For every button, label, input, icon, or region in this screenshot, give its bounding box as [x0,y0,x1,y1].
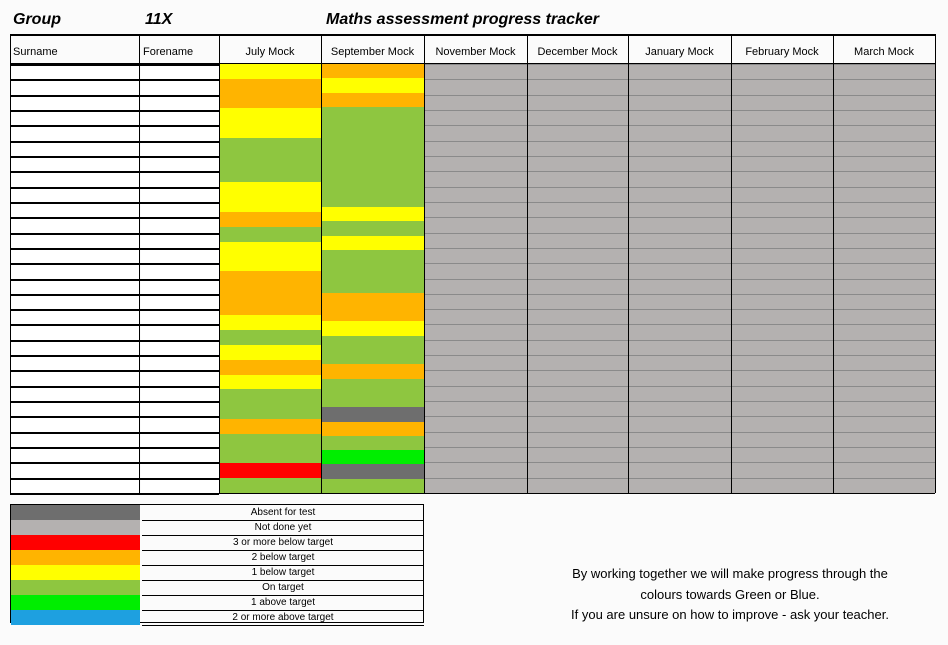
july-result-cell[interactable] [220,449,321,464]
column-rule [424,34,425,493]
row-rule [425,233,935,234]
july-result-cell[interactable] [220,168,321,183]
column-rule [139,34,140,493]
column-rule [219,34,220,493]
july-result-cell[interactable] [220,315,321,330]
row-rule [425,125,935,126]
message-line-2: colours towards Green or Blue. [640,587,820,602]
july-result-cell[interactable] [220,79,321,94]
legend-swatch-one-above [11,595,140,610]
row-rule [10,171,219,173]
header-top-rule [10,34,935,36]
july-result-cell[interactable] [220,434,321,449]
row-rule [425,340,935,341]
september-result-cell[interactable] [322,221,424,236]
row-rule [10,493,219,495]
row-rule [10,355,219,357]
column-rule [10,34,11,493]
legend-swatch-two-above [11,610,140,625]
row-rule [425,432,935,433]
september-result-cell[interactable] [322,236,424,251]
row-rule [10,95,219,97]
surname-column [10,64,139,493]
column-header-forename[interactable]: Forename [143,46,194,58]
not-done-area [425,64,935,493]
row-rule [10,110,219,112]
september-result-cell[interactable] [322,393,424,408]
row-rule [10,309,219,311]
legend-label-one-above: 1 above target [142,595,424,611]
september-result-cell[interactable] [322,450,424,465]
row-rule [10,447,219,449]
row-rule [10,386,219,388]
message-line-3: If you are unsure on how to improve - ask your teacher. [571,607,889,622]
legend-label-two-below: 2 below target [142,550,424,566]
row-rule [425,294,935,295]
column-header-january-mock[interactable]: January Mock [645,46,714,58]
row-rule [425,447,935,448]
september-result-cell[interactable] [322,250,424,265]
september-result-cell[interactable] [322,178,424,193]
row-rule [10,401,219,403]
july-result-cell[interactable] [220,478,321,493]
row-rule [10,248,219,250]
july-result-cell[interactable] [220,242,321,257]
column-header-december-mock[interactable]: December Mock [537,46,618,58]
row-rule [425,248,935,249]
group-value: 11X [145,11,173,28]
july-result-cell[interactable] [220,212,321,227]
column-header-february-mock[interactable]: February Mock [745,46,819,58]
legend-swatch-three-below [11,535,140,550]
column-rule [935,34,936,493]
row-rule [10,125,219,127]
legend-label-not-done: Not done yet [142,520,424,536]
row-rule [425,416,935,417]
july-result-cell[interactable] [220,94,321,109]
column-rule [527,34,528,493]
july-result-cell[interactable] [220,197,321,212]
legend-label-two-above: 2 or more above target [142,610,424,626]
july-result-cell[interactable] [220,153,321,168]
september-result-cell[interactable] [322,193,424,208]
july-result-cell[interactable] [220,419,321,434]
row-rule [10,141,219,143]
column-header-march-mock[interactable]: March Mock [854,46,914,58]
row-rule [10,217,219,219]
september-result-cell[interactable] [322,293,424,308]
row-rule [425,462,935,463]
page-title: Maths assessment progress tracker [326,11,600,28]
legend-swatch-not-done [11,520,140,535]
row-rule [10,416,219,418]
row-rule [425,202,935,203]
legend-label-on-target: On target [142,580,424,596]
row-rule [425,493,935,494]
july-result-cell[interactable] [220,271,321,286]
july-result-cell[interactable] [220,404,321,419]
september-result-cell[interactable] [322,150,424,165]
column-header-surname[interactable]: Surname [13,46,58,58]
september-result-cell[interactable] [322,321,424,336]
row-rule [425,386,935,387]
september-result-cell[interactable] [322,107,424,122]
row-rule [10,340,219,342]
column-header-september-mock[interactable]: September Mock [330,46,415,58]
legend-swatch-two-below [11,550,140,565]
september-result-cell[interactable] [322,422,424,437]
september-result-cell[interactable] [322,379,424,394]
september-result-cell[interactable] [322,307,424,322]
column-rule [833,34,834,493]
september-result-cell[interactable] [322,336,424,351]
row-rule [10,478,219,480]
september-result-cell[interactable] [322,264,424,279]
september-result-cell[interactable] [322,436,424,451]
row-rule [10,324,219,326]
row-rule [425,355,935,356]
july-result-cell[interactable] [220,389,321,404]
row-rule [10,187,219,189]
row-rule [425,217,935,218]
row-rule [10,263,219,265]
legend-label-one-below: 1 below target [142,565,424,581]
september-result-cell[interactable] [322,164,424,179]
legend-swatch-one-below [11,565,140,580]
row-rule [425,79,935,80]
september-result-cell[interactable] [322,279,424,294]
july-result-cell[interactable] [220,256,321,271]
legend-swatch-on-target [11,580,140,595]
september-result-cell[interactable] [322,78,424,93]
row-rule [425,171,935,172]
row-rule [10,156,219,158]
row-rule [425,478,935,479]
row-rule [425,110,935,111]
september-result-cell[interactable] [322,136,424,151]
column-rule [628,34,629,493]
column-rule [321,34,322,493]
september-result-cell[interactable] [322,464,424,479]
july-result-cell[interactable] [220,330,321,345]
table-bottom-rule [10,493,935,494]
row-rule [425,370,935,371]
july-result-cell[interactable] [220,123,321,138]
july-result-cell[interactable] [220,301,321,316]
row-rule [10,64,219,66]
row-rule [425,309,935,310]
row-rule [425,156,935,157]
july-result-cell[interactable] [220,345,321,360]
july-result-cell[interactable] [220,375,321,390]
group-label: Group [13,11,61,28]
july-result-cell[interactable] [220,286,321,301]
row-rule [10,279,219,281]
july-result-cell[interactable] [220,463,321,478]
september-result-cell[interactable] [322,207,424,222]
september-result-cell[interactable] [322,64,424,79]
row-rule [425,141,935,142]
september-result-cell[interactable] [322,93,424,108]
row-rule [425,95,935,96]
july-result-cell[interactable] [220,138,321,153]
row-rule [10,462,219,464]
row-rule [425,64,935,65]
september-result-cell[interactable] [322,350,424,365]
legend-swatch-absent [11,505,140,520]
september-result-cell[interactable] [322,121,424,136]
july-result-cell[interactable] [220,182,321,197]
column-header-july-mock[interactable]: July Mock [245,46,295,58]
column-rule [731,34,732,493]
legend-label-three-below: 3 or more below target [142,535,424,551]
september-result-cell[interactable] [322,407,424,422]
row-rule [425,401,935,402]
row-rule [10,79,219,81]
july-result-cell[interactable] [220,360,321,375]
row-rule [10,233,219,235]
legend-label-absent: Absent for test [142,505,424,521]
row-rule [10,294,219,296]
july-result-cell[interactable] [220,108,321,123]
row-rule [10,432,219,434]
row-rule [10,370,219,372]
forename-column [141,64,219,493]
row-rule [425,324,935,325]
row-rule [425,279,935,280]
july-result-cell[interactable] [220,64,321,79]
row-rule [425,263,935,264]
september-result-cell[interactable] [322,364,424,379]
column-header-november-mock[interactable]: November Mock [435,46,516,58]
july-result-cell[interactable] [220,227,321,242]
september-result-cell[interactable] [322,479,424,494]
row-rule [425,187,935,188]
message-line-1: By working together we will make progress through the [572,566,888,581]
row-rule [10,202,219,204]
